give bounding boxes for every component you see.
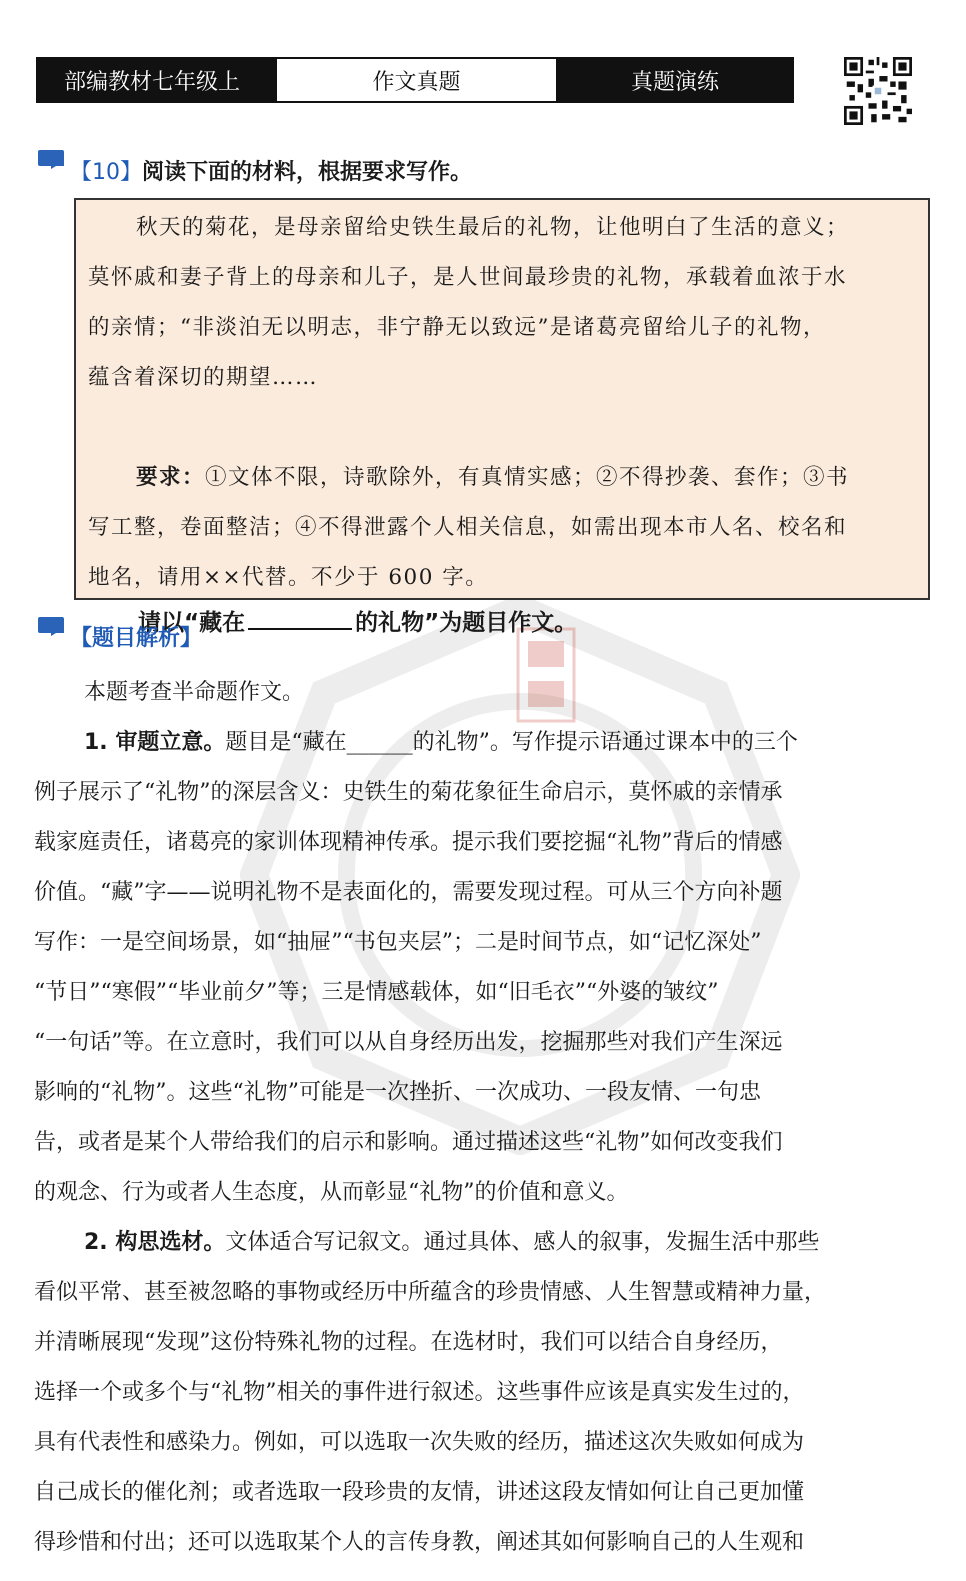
material-line: 莫怀戚和妻子背上的母亲和儿子，是人世间最珍贵的礼物，承载着血浓于水: [88, 265, 848, 290]
paragraph-line: 影响的“礼物”。这些“礼物”可能是一次挫折、一次成功、一段友情、一句忠: [34, 1080, 761, 1105]
paragraph-line: [34, 1218, 918, 1268]
header-section: 真题演练: [558, 59, 792, 101]
bookmark-icon: [36, 615, 66, 637]
header-grade: 部编教材七年级上: [38, 59, 275, 101]
paragraph-line: 写作：一是空间场景，如“抽屉”“书包夹层”；二是时间节点，如“记忆深处”: [34, 930, 762, 955]
header-bar: [36, 57, 794, 103]
question-title: [70, 155, 472, 186]
p2-label: 2. 构思选材。: [84, 1230, 226, 1255]
paragraph-line: “节日”“寒假”“毕业前夕”等；三是情感载体，如“旧毛衣”“外婆的皱纹”: [34, 980, 719, 1005]
p1-text: 题目是“藏在______的礼物”。写作提示语通过课本中的三个: [225, 730, 798, 755]
p2-text: 文体适合写记叙文。通过具体、感人的叙事，发掘生活中那些: [225, 1230, 820, 1255]
paragraph-line: 自己成长的催化剂；或者选取一段珍贵的友情，讲述这段友情如何让自己更加懂: [34, 1480, 805, 1505]
analysis-heading: 【题目解析】: [70, 626, 203, 651]
requirements-line: [88, 453, 918, 503]
material-line: 蕴含着深切的期望……: [88, 365, 319, 390]
paragraph-line: 价值。“藏”字——说明礼物不是表面化的，需要发现过程。可从三个方向补题: [34, 880, 783, 905]
requirements-text: ①文体不限，诗歌除外，有真情实感；②不得抄袭、套作；③书: [205, 465, 850, 490]
requirements-label: 要求：: [136, 465, 206, 490]
paragraph-line: 载家庭责任，诸葛亮的家训体现精神传承。提示我们要挖掘“礼物”背后的情感: [34, 830, 783, 855]
p1-label: 1. 审题立意。: [84, 730, 226, 755]
requirements-line: 写工整，卷面整洁；④不得泄露个人相关信息，如需出现本市人名、校名和: [88, 515, 848, 540]
question-instruction: 阅读下面的材料，根据要求写作。: [142, 160, 473, 185]
bookmark-icon: [36, 148, 66, 170]
prompt-blank: [248, 610, 352, 630]
header-category: 作文真题: [275, 59, 558, 101]
material-line: 秋天的菊花，是母亲留给史铁生最后的礼物，让他明白了生活的意义；: [136, 215, 850, 240]
requirements-line: 地名，请用××代替。不少于 600 字。: [88, 565, 489, 590]
question-number: 【10】: [70, 160, 142, 185]
paragraph-line: 具有代表性和感染力。例如，可以选取一次失败的经历，描述这次失败如何成为: [34, 1430, 805, 1455]
paragraph-line: 的观念、行为或者人生态度，从而彰显“礼物”的价值和意义。: [34, 1180, 629, 1205]
paragraph-line: 例子展示了“礼物”的深层含义：史铁生的菊花象征生命启示，莫怀戚的亲情承: [34, 780, 783, 805]
paragraph-line: 看似平常、甚至被忽略的事物或经历中所蕴含的珍贵情感、人生智慧或精神力量，: [34, 1280, 827, 1305]
paragraph-line: 告，或者是某个人带给我们的启示和影响。通过描述这些“礼物”如何改变我们: [34, 1130, 783, 1155]
material-line: 的亲情；“非淡泊无以明志，非宁静无以致远”是诸葛亮留给儿子的礼物，: [88, 315, 826, 340]
prompt-before: 请以“藏在: [138, 610, 246, 636]
analysis-intro: 本题考查半命题作文。: [84, 680, 305, 705]
paragraph-line: 并清晰展现“发现”这份特殊礼物的过程。在选材时，我们可以结合自身经历，: [34, 1330, 783, 1355]
paragraph-line: [34, 718, 918, 768]
essay-prompt: [138, 604, 577, 637]
qr-code-icon[interactable]: [844, 57, 912, 125]
paragraph-line: “一句话”等。在立意时，我们可以从自身经历出发，挖掘那些对我们产生深远: [34, 1030, 783, 1055]
analysis-body: [34, 668, 918, 1568]
paragraph-line: 选择一个或多个与“礼物”相关的事件进行叙述。这些事件应该是真实发生过的，: [34, 1380, 805, 1405]
prompt-after: 的礼物”为题目作文。: [355, 610, 578, 636]
paragraph-line: 得珍惜和付出；还可以选取某个人的言传身教，阐述其如何影响自己的人生观和: [34, 1530, 805, 1555]
material-box: [74, 198, 930, 636]
